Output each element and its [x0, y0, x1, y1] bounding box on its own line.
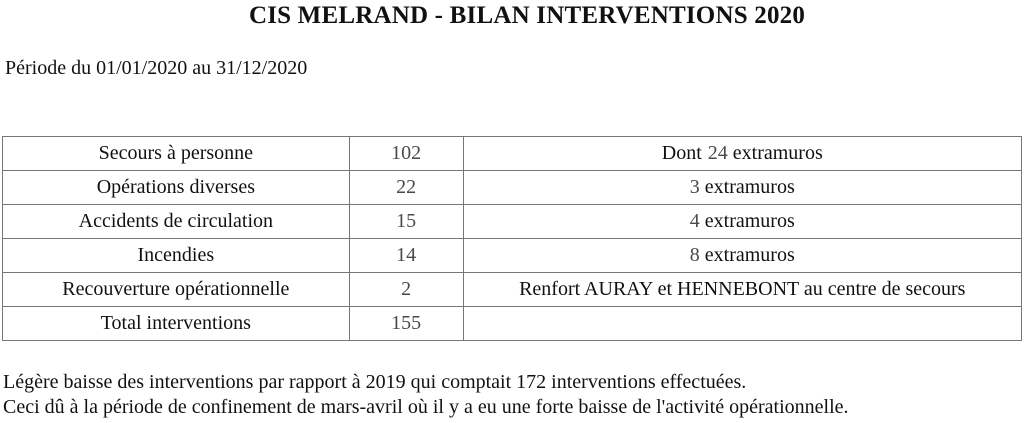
note-text: extramuros — [704, 244, 795, 266]
row-note — [463, 137, 1021, 171]
row-label: Total interventions — [3, 307, 350, 341]
note-number: 3 — [689, 176, 700, 198]
note-prefix: Dont — [661, 142, 702, 164]
period-text: Période du 01/01/2020 au 31/12/2020 — [5, 57, 308, 79]
row-count: 15 — [349, 205, 463, 239]
table-row — [3, 205, 1022, 239]
note-text: extramuros — [732, 142, 823, 164]
table-row — [3, 239, 1022, 273]
row-count: 102 — [349, 137, 463, 171]
row-label: Recouverture opérationnelle — [3, 273, 350, 307]
table-row — [3, 137, 1022, 171]
note-text: extramuros — [704, 176, 795, 198]
row-label: Secours à personne — [3, 137, 350, 171]
row-count: 22 — [349, 171, 463, 205]
summary-line: Légère baisse des interventions par rapport à 2019 qui comptait 172 interventions effectuées. — [3, 371, 747, 393]
row-count: 2 — [349, 273, 463, 307]
row-note: Renfort AURAY et HENNEBONT au centre de secours — [463, 273, 1021, 307]
row-note — [463, 171, 1021, 205]
row-note — [463, 307, 1021, 341]
summary-text — [3, 370, 849, 420]
table-row — [3, 273, 1022, 307]
note-number: 8 — [689, 244, 700, 266]
row-count: 14 — [349, 239, 463, 273]
note-number: 4 — [689, 210, 700, 232]
row-note — [463, 239, 1021, 273]
page-title: CIS MELRAND - BILAN INTERVENTIONS 2020 — [248, 2, 806, 29]
note-number: 24 — [707, 142, 728, 164]
row-label: Opérations diverses — [3, 171, 350, 205]
row-note — [463, 205, 1021, 239]
summary-line: Ceci dû à la période de confinement de mars-avril où il y a eu une forte baisse de l'activité opérationnelle. — [3, 396, 849, 418]
table-row — [3, 307, 1022, 341]
table-row — [3, 171, 1022, 205]
row-label: Accidents de circulation — [3, 205, 350, 239]
interventions-table — [2, 136, 1022, 341]
note-text: extramuros — [704, 210, 795, 232]
row-count: 155 — [349, 307, 463, 341]
row-label: Incendies — [3, 239, 350, 273]
